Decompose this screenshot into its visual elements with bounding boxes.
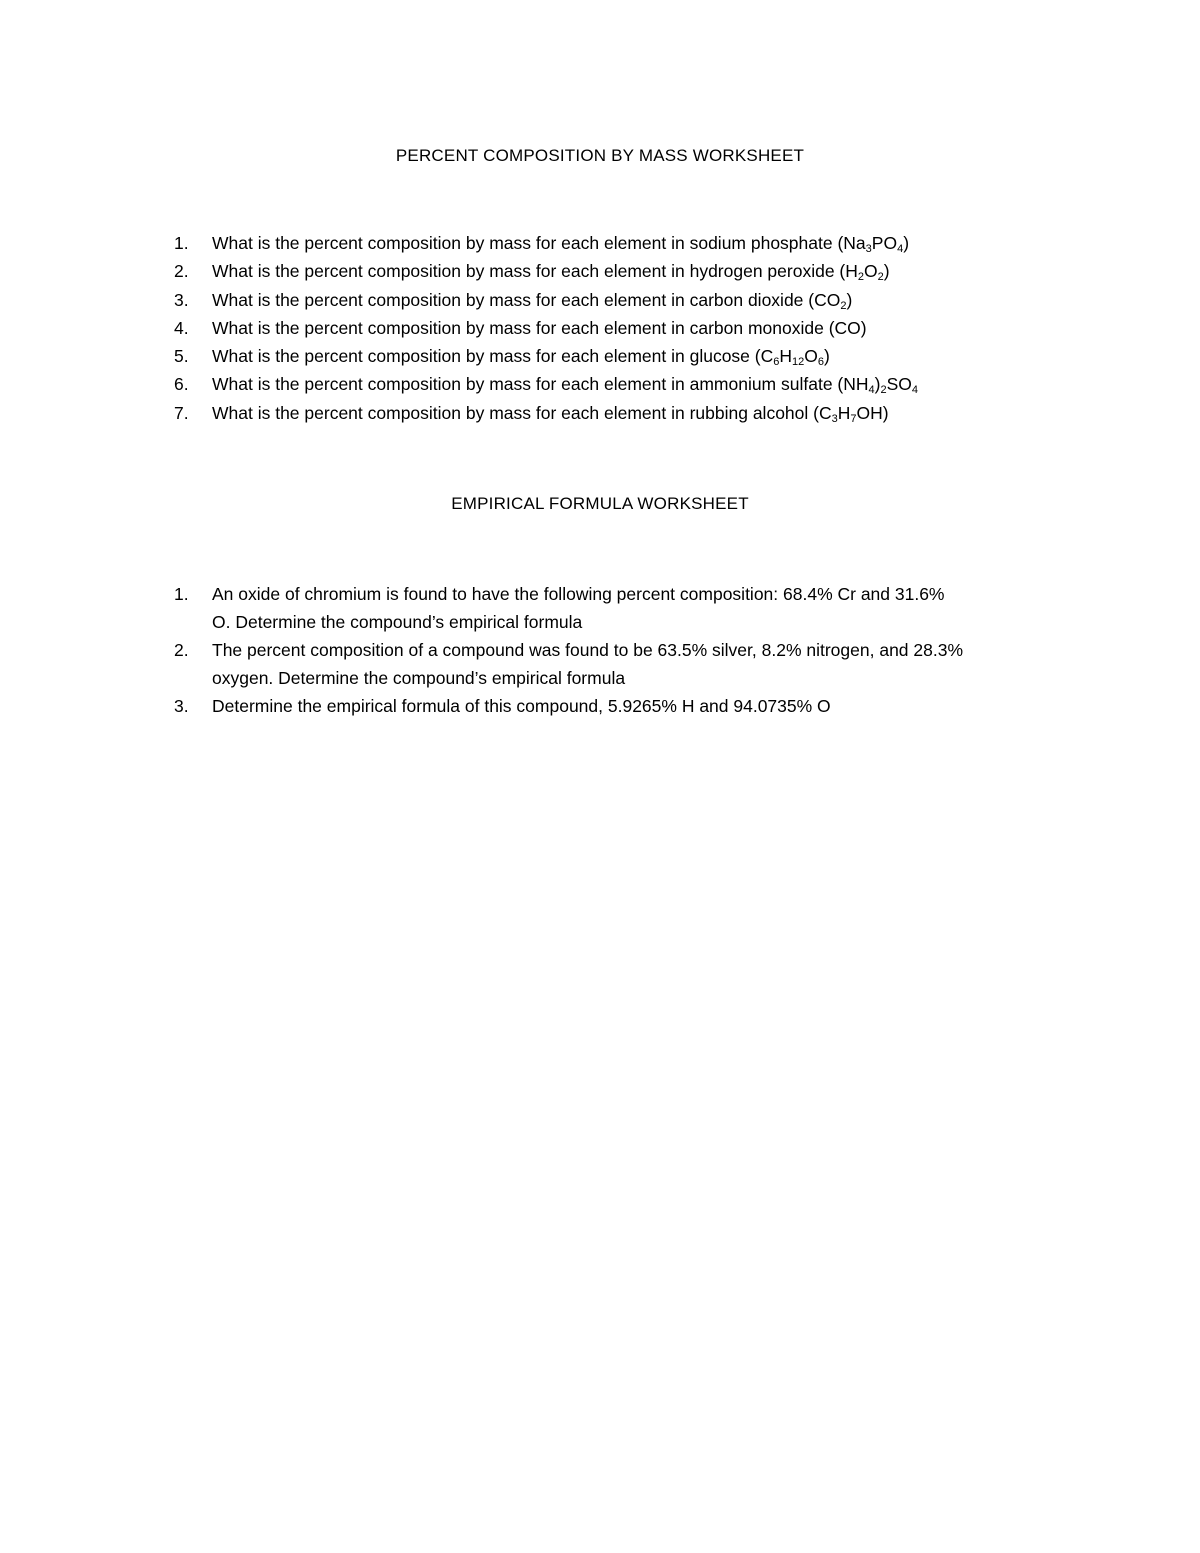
percent-composition-questions bbox=[170, 232, 1070, 430]
item-number: 1. bbox=[174, 584, 189, 604]
empirical-formula-title: EMPIRICAL FORMULA WORKSHEET bbox=[451, 494, 749, 513]
question-text: What is the percent composition by mass for each element in ammonium sulfate $(NH_4)_2SO_4$ bbox=[212, 374, 919, 397]
question-text: What is the percent composition by mass for each element in sodium phosphate $(Na_3PO_4)$ bbox=[212, 233, 910, 255]
item-number: 5. bbox=[174, 346, 189, 367]
list-item bbox=[170, 345, 1070, 373]
item-number: 6. bbox=[174, 374, 189, 395]
question-text: What is the percent composition by mass for each element in carbon dioxide $(CO_2)$ bbox=[212, 289, 853, 312]
item-number: 1. bbox=[174, 233, 189, 253]
item-number: 4. bbox=[174, 317, 189, 338]
question-text: What is the percent composition by mass for each element in hydrogen peroxide $(H_2O_2)$ bbox=[212, 261, 890, 284]
list-item bbox=[170, 402, 1070, 430]
empirical-formula-questions bbox=[170, 580, 1070, 720]
item-number: 3. bbox=[174, 696, 189, 716]
percent-composition-title: PERCENT COMPOSITION BY MASS WORKSHEET bbox=[395, 146, 805, 165]
question-text: What is the percent composition by mass for each element in rubbing alcohol $(C_3H_7OH)$ bbox=[212, 402, 889, 425]
question-text: What is the percent composition by mass for each element in carbon monoxide (CO) bbox=[212, 317, 867, 338]
question-line: O. Determine the compound’s empirical formula bbox=[212, 612, 583, 632]
list-item bbox=[170, 232, 1070, 260]
list-item bbox=[170, 373, 1070, 401]
list-item bbox=[170, 260, 1070, 288]
list-item bbox=[170, 636, 1070, 692]
item-number: 2. bbox=[174, 640, 189, 660]
item-number: 7. bbox=[174, 402, 189, 423]
item-number: 2. bbox=[174, 261, 189, 282]
list-item bbox=[170, 289, 1070, 317]
question-line: An oxide of chromium is found to have the following percent composition: 68.4% Cr and 31.6% bbox=[212, 584, 945, 604]
list-item bbox=[170, 317, 1070, 345]
question-line: oxygen. Determine the compound’s empirical formula bbox=[212, 668, 626, 688]
question-line: The percent composition of a compound was found to be 63.5% silver, 8.2% nitrogen, and 28.3% bbox=[212, 640, 964, 660]
question-line: Determine the empirical formula of this compound, 5.9265% H and 94.0735% O bbox=[212, 696, 831, 716]
list-item bbox=[170, 692, 1070, 720]
question-text: What is the percent composition by mass for each element in glucose $(C_6H_{12}O_6)$ bbox=[212, 346, 830, 369]
list-item bbox=[170, 580, 1070, 636]
item-number: 3. bbox=[174, 289, 189, 310]
